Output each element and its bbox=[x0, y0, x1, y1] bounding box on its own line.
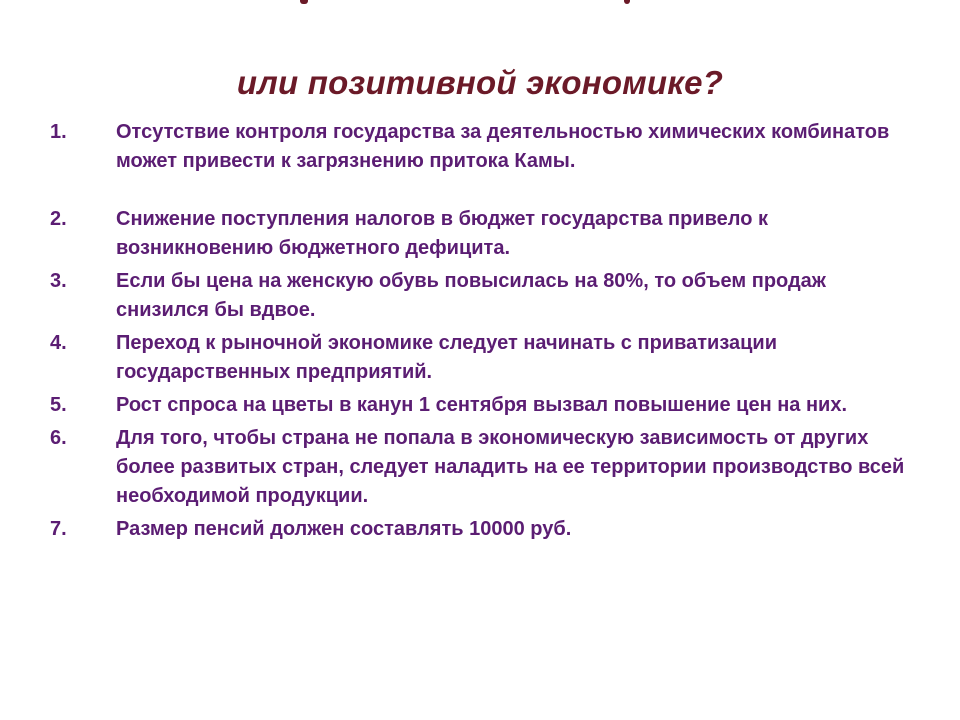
item-number: 7. bbox=[50, 518, 67, 540]
list-item bbox=[50, 118, 910, 176]
list-item bbox=[50, 391, 910, 420]
list-item bbox=[50, 267, 910, 325]
item-text: Размер пенсий должен составлять 10000 руб. bbox=[116, 518, 572, 540]
item-number: 1. bbox=[50, 121, 67, 143]
item-number: 6. bbox=[50, 427, 67, 449]
item-number: 5. bbox=[50, 394, 67, 416]
item-number: 2. bbox=[50, 208, 67, 230]
list-item bbox=[50, 329, 910, 387]
slide-title: или позитивной экономике? bbox=[236, 64, 724, 101]
list-item bbox=[50, 515, 910, 544]
item-text: Рост спроса на цветы в канун 1 сентября вызвал повышение цен на них. bbox=[116, 394, 848, 416]
item-text: Снижение поступления налогов в бюджет государства привело к возникновению бюджетного дефицита. bbox=[116, 208, 768, 259]
list-item bbox=[50, 424, 910, 511]
cropped-title-fragment bbox=[624, 0, 630, 4]
item-text: Переход к рыночной экономике следует начинать с приватизации государственных предприятий. bbox=[116, 332, 778, 383]
cropped-title-fragment bbox=[300, 0, 308, 4]
item-text: Если бы цена на женскую обувь повысилась на 80%, то объем продаж снизился бы вдвое. bbox=[116, 270, 826, 321]
item-text: Для того, чтобы страна не попала в экономическую зависимость от других более развитых стран, следует наладить на ее территории производство всей необходимой продукции. bbox=[116, 427, 905, 507]
item-number: 4. bbox=[50, 332, 67, 354]
item-number: 3. bbox=[50, 270, 67, 292]
statement-list bbox=[50, 118, 910, 548]
list-item bbox=[50, 205, 910, 263]
item-text: Отсутствие контроля государства за деятельностью химических комбинатов может привести к загрязнению притока Камы. bbox=[116, 121, 890, 172]
